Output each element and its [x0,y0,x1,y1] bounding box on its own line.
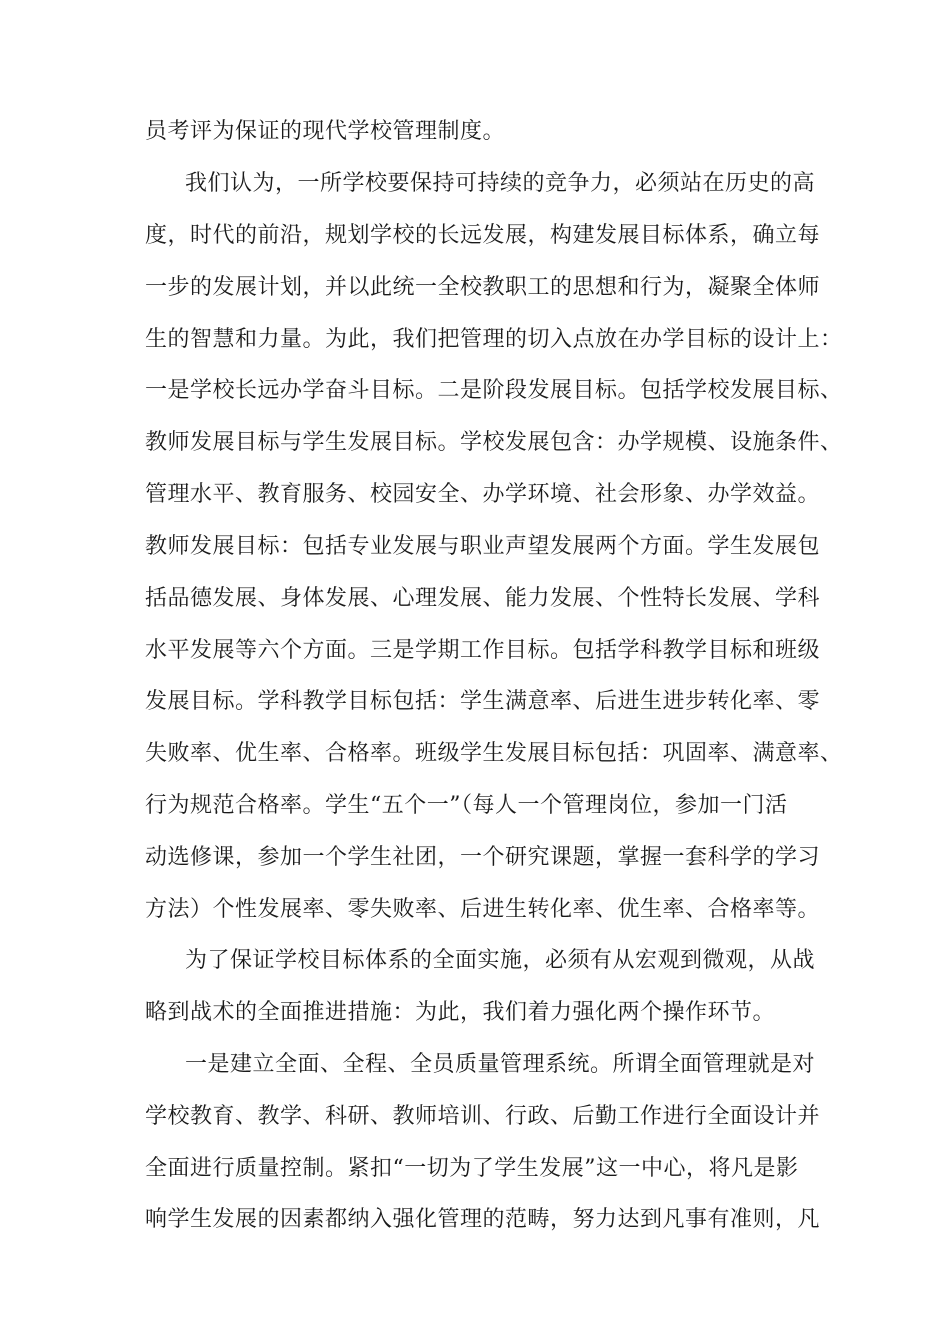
text-line: 括品德发展、身体发展、心理发展、能力发展、个性特长发展、学科 [145,586,821,611]
text-line: 教师发展目标：包括专业发展与职业声望发展两个方面。学生发展包 [145,534,821,559]
text-line: 一步的发展计划，并以此统一全校教职工的思想和行为，凝聚全体师 [145,275,821,300]
text-line: 教师发展目标与学生发展目标。学校发展包含：办学规模、设施条件、 [145,430,843,455]
text-line: 失败率、优生率、合格率。班级学生发展目标包括：巩固率、满意率、 [145,741,843,766]
text-line: 行为规范合格率。学生“五个一”（每人一个管理岗位，参加一门活 [145,793,788,818]
text-line: 水平发展等六个方面。三是学期工作目标。包括学科教学目标和班级 [145,638,821,663]
text-line: 员考评为保证的现代学校管理制度。 [145,119,506,144]
text-line: 方法）个性发展率、零失败率、后进生转化率、优生率、合格率等。 [145,897,821,922]
text-line: 度，时代的前沿，规划学校的长远发展，构建发展目标体系，确立每 [145,223,821,248]
text-line: 发展目标。学科教学目标包括：学生满意率、后进生进步转化率、零 [145,689,821,714]
paragraph-first-line: 一是建立全面、全程、全员质量管理系统。所谓全面管理就是对 [185,1052,816,1077]
text-line: 管理水平、教育服务、校园安全、办学环境、社会形象、办学效益。 [145,482,821,507]
paragraph-first-line: 为了保证学校目标体系的全面实施，必须有从宏观到微观，从战 [185,948,816,973]
text-line: 生的智慧和力量。为此，我们把管理的切入点放在办学目标的设计上： [145,327,843,352]
text-line: 动选修课，参加一个学生社团，一个研究课题，掌握一套科学的学习 [145,845,821,870]
text-line: 响学生发展的因素都纳入强化管理的范畴，努力达到凡事有准则，凡 [145,1207,821,1232]
text-line: 学校教育、教学、科研、教师培训、行政、后勤工作进行全面设计并 [145,1104,821,1129]
paragraph-first-line: 我们认为，一所学校要保持可持续的竞争力，必须站在历史的高 [185,171,816,196]
text-line: 全面进行质量控制。紧扣“一切为了学生发展”这一中心，将凡是影 [145,1156,799,1181]
text-line: 略到战术的全面推进措施：为此，我们着力强化两个操作环节。 [145,1000,776,1025]
text-line: 一是学校长远办学奋斗目标。二是阶段发展目标。包括学校发展目标、 [145,378,843,403]
